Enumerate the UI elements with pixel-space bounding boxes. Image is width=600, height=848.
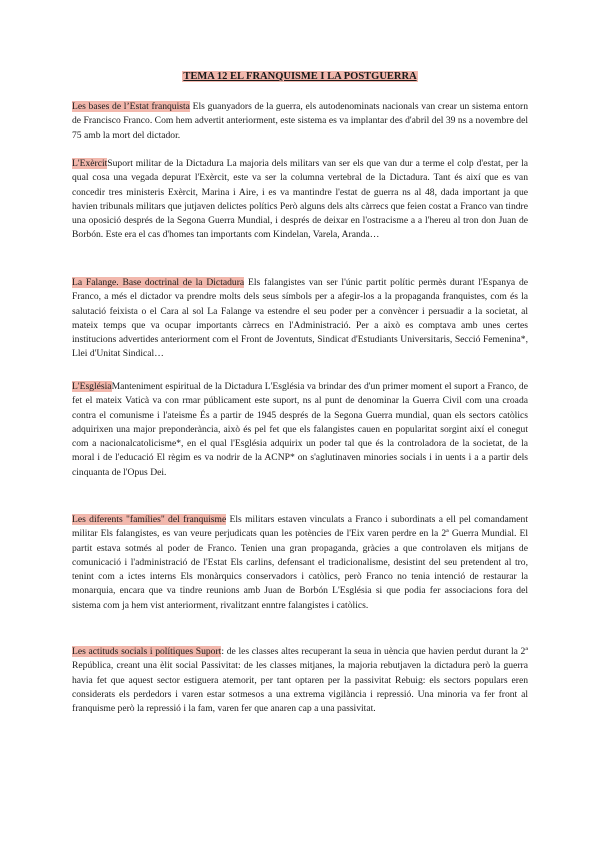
page-title [0,70,600,84]
section-heading: Les diferents "famílies" del franquisme [72,514,227,525]
section-heading: Les actituds socials i polítiques Suport [72,646,222,657]
section-body: Manteniment espiritual de la Dictadura L'Església va brindar des d'un primer moment el suport a Franco, de fet el mateix Vaticà va con rmar públicament este suport, ns al punt de denominar la Guerra Civil com una croada contra el comunisme i l'ateisme És a partir de 1945 després de la Segona Guerra mundial, quan els sectors catòlics adquirixen una major preponderància, això és pel fet que els falangistes cauen en popularitat sorgint així el conegut com a nacionalcatolicisme*, en el qual l'Església adquirix un poder tal que és la controladora de la societat, de la moral i de l'educació El règim es va nodrir de la ACNP* on s'aglutinaven minories socials i in uents i a a partir dels cinquanta de l'Opus Dei. [72,381,528,478]
section-bases [72,100,528,143]
section-heading: L'Exèrcit [72,158,108,169]
section-body: Els militars estaven vinculats a Franco i subordinats a ell pel comandament militar Els falangistes, es van veure perjudicats quan les potències de l'Eix varen perdre en la 2ª Guerra Mundial. El partit estava sotmés al poder de Franco. Tenien una gran propaganda, gràcies a que controlaven els mitjans de comunicació i l'administració de l'Estat Els carlins, defensant el tradicionalisme, desistint del seu pretendent al tro, tenint com a ictes interns Els monàrquics conservadors i catòlics, però Franco no tenia intenció de restaurar la monarquia, encara que va tindre reunions amb Juan de Borbón L'Església si que podia fer associacions fora del sistema com ja hem vist anteriorment, rivalitzant enntre falangistes i catòlics. [72,514,528,611]
section-body: : de les classes altes recuperant la seua in uència que havien perdut durant la 2ª República, creant una èlit social Passivitat: de les classes mitjanes, la majoria rebutjaven la dictadura però la guerra havia fet que aquest sector estiguera atemorit, per tant optaren per la passivitat Rebuig: els sectors populars eren considerats els perdedors i varen estar sotmesos a una extrema vigilància i repressió. Una minoria va fer front al franquisme però la repressió i la fam, varen fer que anaren cap a una passivitat. [72,646,528,715]
section-exercit [72,157,528,243]
section-heading: L'Església [72,381,112,392]
section-heading: La Falange. Base doctrinal de la Dictadura [72,277,245,288]
section-body: Els falangistes van ser l'únic partit polític permès durant l'Espanya de Franco, a més el dictador va prendre molts dels seus símbols per a afegir-los a la propaganda franquistes, com és la salutació feixista o el Cara al sol La Falange va estendre el seu poder per a convèncer i persuadir a la societat, al mateix temps que va ocupar importants càrrecs en l'Administració. Per a això es comptava amb unes certes institucions advertides anteriorment com el Front de Joventuts, Sindicat d'Estudiants Universitaris, Secció Femenina*, Llei d'Unitat Sindical… [72,277,528,360]
section-body: Els guanyadors de la guerra, els autodenominats nacionals van crear un sistema entorn de Francisco Franco. Com hem advertit anteriorment, este sistema es va implantar des d'abril del 39 ns a novembre del 75 amb la mort del dictador. [72,101,528,141]
page-title-text: TEMA 12 EL FRANQUISME I LA POSTGUERRA [183,71,417,82]
section-body: Suport militar de la Dictadura La majoria dels militars van ser els que van dur a terme el colp d'estat, per la qual cosa una vegada depurat l'Exèrcit, este va ser la columna vertebral de la Dictadura. Tant és així que es van concedir tres ministeris Exèrcit, Marina i Aire, i es va mantindre l'estat de guerra ns al 48, dada important ja que havien tribunals militars que jutjaven delictes polítics Però alguns dels alts càrrecs que feien costat a Franco van tindre una oposició després de la Segona Guerra Mundial, i després de deixar en l'ostracisme a a l'hereu al tron don Juan de Borbón. Este era el cas d'homes tan importants com Kindelan, Varela, Aranda… [72,158,528,241]
section-falange [72,276,528,362]
section-esglesia [72,380,528,480]
section-actituds [72,645,528,716]
section-families [72,513,528,613]
section-heading: Les bases de l’Estat franquista [72,101,190,112]
